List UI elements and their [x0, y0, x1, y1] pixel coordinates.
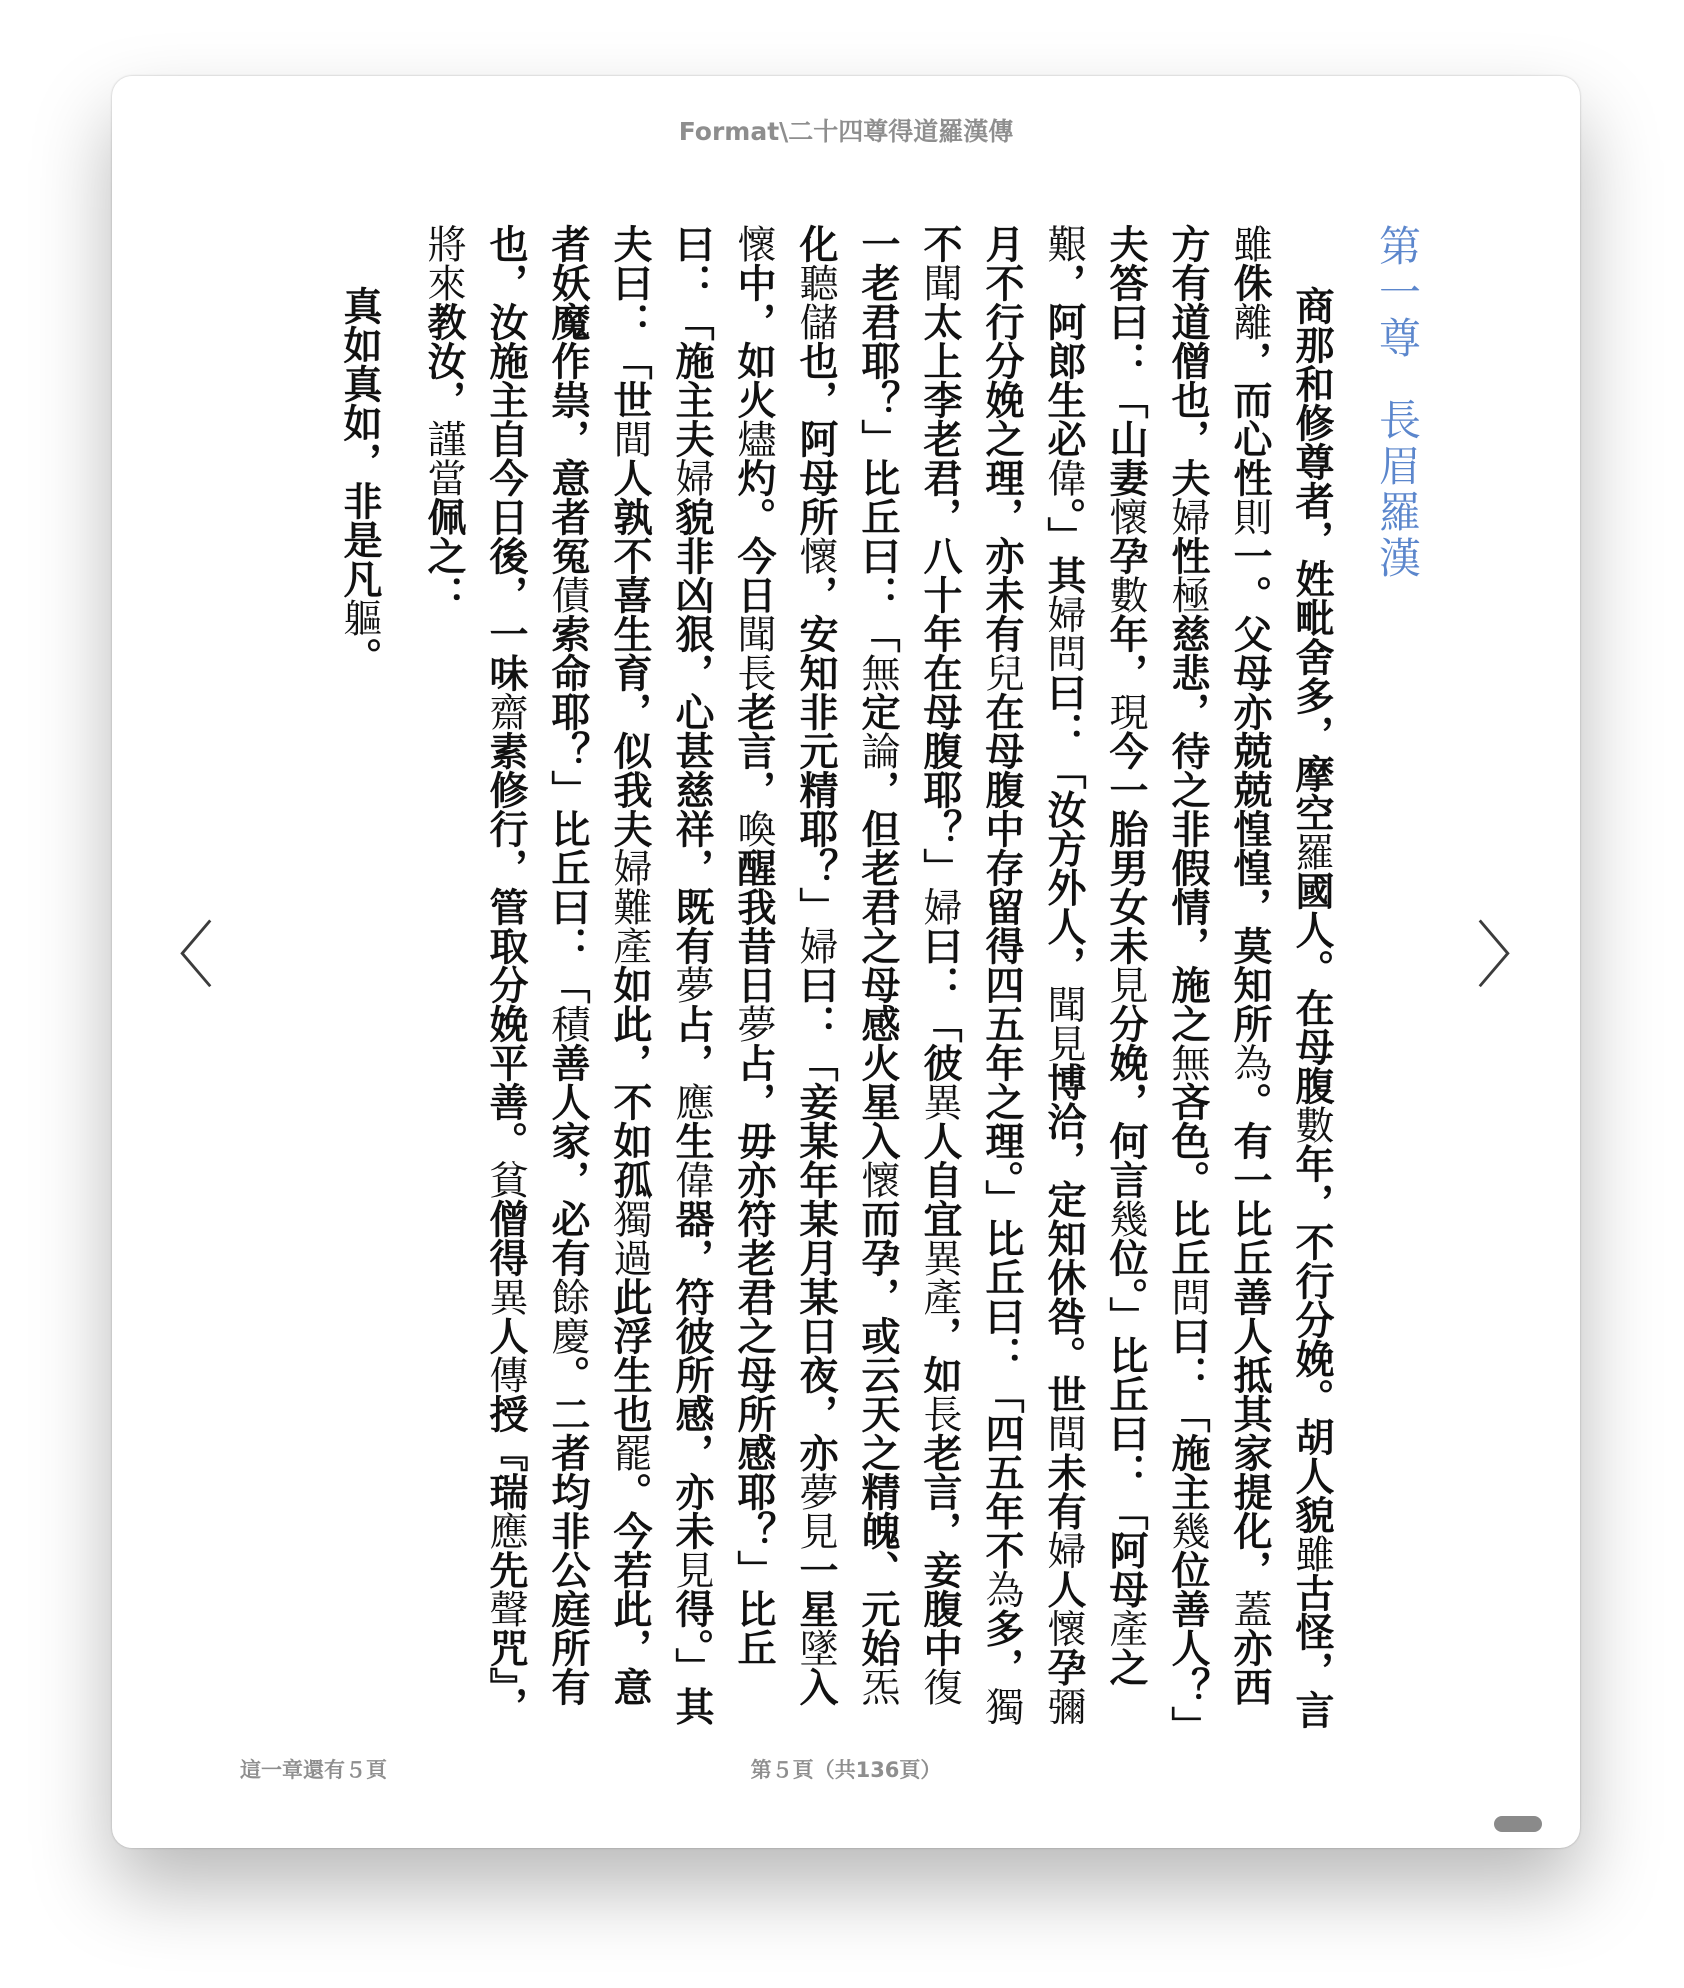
- previous-page-icon[interactable]: 〈: [142, 914, 215, 998]
- text-run: 不: [917, 224, 962, 263]
- variant-character: 產: [1103, 1608, 1148, 1648]
- text-run: 中，如火: [731, 263, 776, 419]
- variant-character: 極: [1165, 575, 1210, 614]
- text-run: 多，: [979, 1608, 1024, 1687]
- resize-handle[interactable]: [1494, 1816, 1542, 1832]
- text-run: 器，符彼所感，亦未: [669, 1199, 714, 1550]
- variant-character: 離: [1227, 302, 1272, 341]
- text-run: 。二者均非公庭所有也，汝施主自今日後，一味: [483, 224, 590, 1706]
- text-run: ，但老君之母感火星入: [855, 770, 900, 1160]
- chapter-name: 長眉羅漢: [1373, 398, 1422, 582]
- text-run: 灼。今日: [731, 458, 776, 614]
- variant-character: 婦: [1041, 1530, 1086, 1570]
- text-run: 得。」其夫曰：「世: [607, 224, 714, 1726]
- text-run: 而孕，或云天之精魄、元始: [855, 1199, 900, 1667]
- text-run: 國人。在母腹: [1289, 871, 1334, 1105]
- text-run: 曰：「妾某年某月某日夜，亦: [793, 965, 838, 1472]
- variant-character: 懷: [1041, 1608, 1086, 1648]
- variant-character: 數: [1289, 1105, 1334, 1144]
- variant-character: 炁: [855, 1667, 900, 1706]
- text-run: 索命耶？」比丘曰：「: [545, 614, 590, 1004]
- variant-character: 獨過: [607, 1199, 652, 1277]
- variant-character: 無: [1165, 1043, 1210, 1082]
- variant-character: 彌: [1041, 1686, 1086, 1726]
- page-indicator: 第５頁（共136頁）: [750, 1758, 942, 1782]
- text-run: 先: [483, 1550, 528, 1589]
- text-run: 老言，妾腹中: [917, 1433, 962, 1667]
- variant-character: 餘慶: [545, 1277, 590, 1355]
- text-run: 素修行，管取分娩平善。: [483, 731, 528, 1160]
- chapter-number: 第一尊: [1373, 224, 1422, 362]
- text-run: 亦西方有道僧也，夫: [1165, 224, 1272, 1706]
- variant-character: 偉: [1041, 458, 1086, 497]
- variant-character: 現: [1103, 692, 1148, 731]
- variant-character: 婦: [917, 887, 962, 926]
- text-run: 貌非凶狠，心甚慈祥，既有: [669, 497, 714, 965]
- text-run: 。: [337, 637, 382, 676]
- variant-character: 聞長: [731, 614, 776, 692]
- text-run: 定: [855, 692, 900, 731]
- text-run: 博洽，定知休咎。世: [1041, 1062, 1086, 1414]
- text-run: 咒』，: [483, 1628, 528, 1726]
- text-run: 之: [1103, 1647, 1148, 1687]
- variant-character: 夢: [669, 965, 714, 1004]
- variant-character: 見: [1103, 965, 1148, 1004]
- variant-character: 燼: [731, 419, 776, 458]
- text-run: 未有: [1041, 1452, 1086, 1531]
- paragraph: [412, 224, 1342, 1744]
- variant-character: 蓋: [1227, 1589, 1272, 1628]
- text-run: 孕: [1103, 536, 1148, 575]
- variant-character: 為: [979, 1569, 1024, 1609]
- text-run: 性: [1165, 536, 1210, 575]
- text-run: 醒我昔日: [731, 848, 776, 1004]
- variant-character: 異: [483, 1277, 528, 1316]
- variant-character: 兒: [979, 653, 1024, 692]
- text-run: 此浮生也: [607, 1277, 652, 1433]
- text-run: 今一胎男女未: [1103, 731, 1148, 965]
- variant-character: 墜: [793, 1628, 838, 1667]
- variant-character: 夢見: [793, 1472, 838, 1550]
- variant-character: 間: [1041, 1413, 1086, 1453]
- reader-window: [112, 76, 1580, 1848]
- text-run: ，阿郎生必: [1041, 263, 1086, 458]
- text-run: 占，: [669, 1004, 714, 1082]
- variant-character: 婦: [669, 458, 714, 497]
- text-run: 入: [793, 1667, 838, 1706]
- variant-character: 異: [917, 1082, 962, 1121]
- text-run: 人: [1041, 1569, 1086, 1609]
- variant-character: 貧: [483, 1160, 528, 1199]
- text-run: 善人家，必有: [545, 1043, 590, 1277]
- text-run: 也，阿母所: [793, 341, 838, 536]
- variant-character: 聲: [483, 1589, 528, 1628]
- text-run: 占，毋亦符老君之母所感耶？」比丘曰：「施主夫: [669, 224, 776, 1667]
- book-page-text: [328, 224, 1428, 1744]
- next-page-icon[interactable]: 〉: [1476, 914, 1549, 998]
- variant-character: 雖: [1227, 224, 1272, 263]
- text-run: 慈悲，待之非假情，施之: [1165, 614, 1210, 1043]
- variant-character: 謹當: [421, 419, 466, 497]
- text-run: 真如真如，非是凡: [337, 286, 382, 598]
- variant-character: 婦: [1165, 497, 1210, 536]
- variant-character: 懷: [855, 1160, 900, 1199]
- variant-character: 債: [545, 575, 590, 614]
- variant-character: 獨: [979, 1686, 1024, 1726]
- variant-character: 艱: [1041, 224, 1086, 263]
- variant-character: 復: [917, 1667, 962, 1706]
- text-run: 。有一比丘善人抵其家提化，: [1227, 1082, 1272, 1589]
- variant-character: 積: [545, 1004, 590, 1043]
- text-run: 在母腹中存留得四五年之理。」比丘曰：「四五年不: [979, 692, 1024, 1570]
- text-run: 商那和修尊者，姓毗舍多，摩空: [1289, 286, 1334, 832]
- text-run: 如此，不如孤: [607, 965, 652, 1199]
- variant-character: 數: [1103, 575, 1148, 614]
- variant-character: 聽儲: [793, 263, 838, 341]
- chapter-heading: [1366, 224, 1428, 1744]
- variant-character: 為: [1227, 1043, 1272, 1082]
- text-run: 年，: [1103, 614, 1148, 692]
- text-run: ，而心性: [1227, 341, 1272, 497]
- text-run: 月不行分娩之理，亦未有: [979, 224, 1024, 653]
- text-run: 。今若此，意者妖魔作祟，意者冤: [545, 224, 652, 1706]
- text-run: 化: [793, 224, 838, 263]
- variant-character: 則: [1227, 497, 1272, 536]
- variant-character: 應: [669, 1082, 714, 1121]
- text-run: 古怪，言: [1289, 1573, 1334, 1729]
- variant-character: 幾: [1165, 1511, 1210, 1550]
- variant-character: 將來: [421, 224, 466, 302]
- variant-character: 長: [917, 1394, 962, 1433]
- text-run: 。」其: [1041, 497, 1086, 595]
- variant-character: 偉: [669, 1160, 714, 1199]
- chapter-pages-remaining: 這一章還有５頁: [240, 1758, 387, 1782]
- variant-character: 懷: [1103, 497, 1148, 536]
- variant-character: 婦: [793, 926, 838, 965]
- variant-character: 聞見: [1041, 984, 1086, 1063]
- variant-character: 罷: [607, 1433, 652, 1472]
- text-run: 老言，: [731, 692, 776, 809]
- paragraph: [328, 224, 390, 1744]
- text-run: 年，不行分娩。胡人貌: [1289, 1144, 1334, 1534]
- text-run: 人孰不喜生育，似我夫: [607, 458, 652, 848]
- text-run: 孕: [1041, 1647, 1086, 1687]
- variant-character: 見: [669, 1550, 714, 1589]
- text-run: 位善人？」夫答曰：「山妻: [1103, 224, 1210, 1726]
- variant-character: 問: [1165, 1277, 1210, 1316]
- text-run: 人自宜: [917, 1121, 962, 1238]
- window-title: Format\二十四尊得道羅漢傳: [678, 117, 1014, 146]
- text-run: 吝色。比丘: [1165, 1082, 1210, 1277]
- text-run: 曰：「彼: [917, 926, 962, 1082]
- variant-character: 雖: [1289, 1534, 1334, 1573]
- variant-character: 齋: [483, 692, 528, 731]
- text-run: 僧得: [483, 1199, 528, 1277]
- text-run: 一老君耶？」比丘曰：「: [855, 224, 900, 653]
- variant-character: 聞: [917, 263, 962, 302]
- variant-character: 懷: [793, 536, 838, 575]
- variant-character: 懷: [731, 224, 776, 263]
- text-run: 一。父母亦兢兢惶惶，莫知所: [1227, 536, 1272, 1043]
- variant-character: 無: [855, 653, 900, 692]
- text-run: 人: [483, 1316, 528, 1355]
- variant-character: 婦問: [1041, 594, 1086, 673]
- text-run: 曰：「施主: [1165, 1316, 1210, 1511]
- text-run: 教汝，: [421, 302, 466, 419]
- variant-character: 應: [483, 1511, 528, 1550]
- variant-character: 夢: [731, 1004, 776, 1043]
- text-run: 侏: [1227, 263, 1272, 302]
- text-run: 授『瑞: [483, 1394, 528, 1511]
- text-run: 生: [669, 1121, 714, 1160]
- text-run: 一星: [793, 1550, 838, 1628]
- text-run: ，如: [917, 1316, 962, 1394]
- text-run: 佩之：: [421, 497, 466, 614]
- variant-character: 論: [855, 731, 900, 770]
- variant-character: 傳: [483, 1355, 528, 1394]
- variant-character: 婦難產: [607, 848, 652, 965]
- variant-character: 軀: [337, 598, 382, 637]
- variant-character: 間: [607, 419, 652, 458]
- variant-character: 異產: [917, 1238, 962, 1316]
- variant-character: 幾: [1103, 1199, 1148, 1238]
- text-run: 位。」比丘曰：「阿母: [1103, 1238, 1148, 1609]
- variant-character: 羅: [1289, 832, 1334, 871]
- text-run: ，安知非元精耶？」: [793, 575, 838, 926]
- text-run: 曰：「汝方外人，: [1041, 672, 1086, 985]
- text-run: 分娩，何言: [1103, 1004, 1148, 1199]
- text-run: 太上李老君，八十年在母腹耶？」: [917, 302, 962, 887]
- variant-character: 喚: [731, 809, 776, 848]
